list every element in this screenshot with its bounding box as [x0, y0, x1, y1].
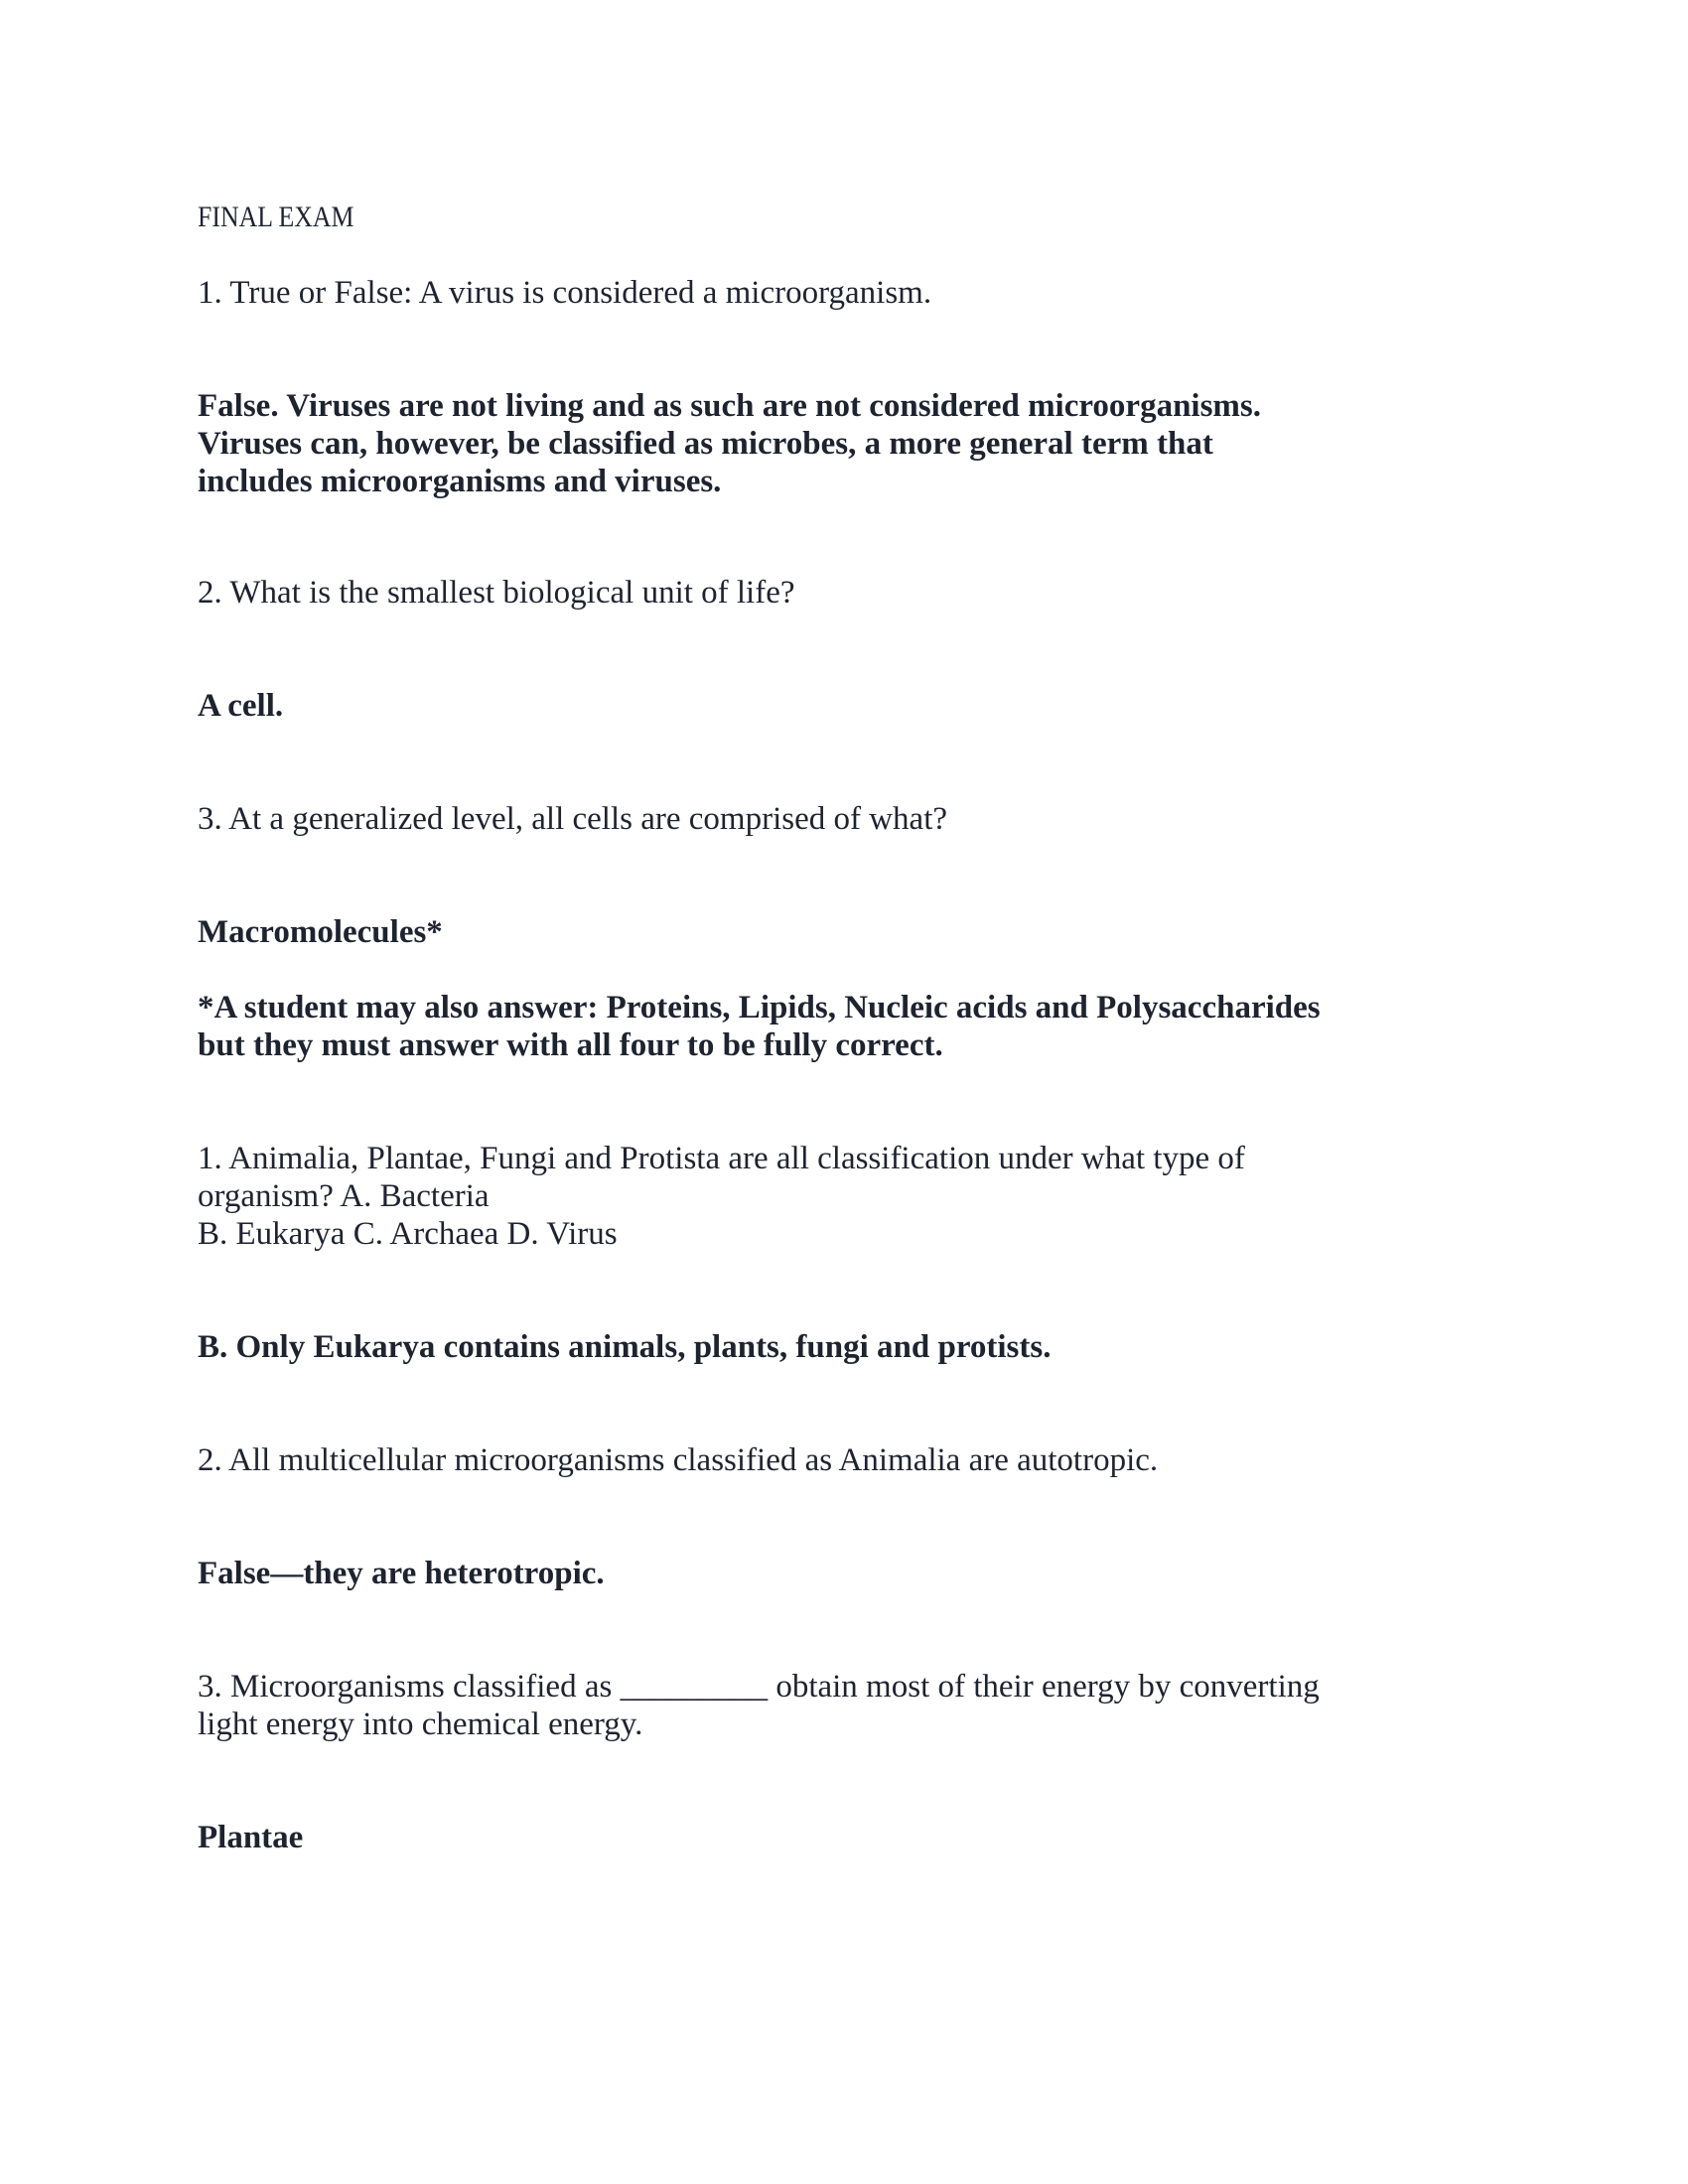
answer-3-note-line-2: but they must answer with all four to be fully correct. [198, 1027, 943, 1063]
question-2-text: 2. What is the smallest biological unit of life? [198, 575, 795, 611]
answer-1-line-2: Viruses can, however, be classified as microbes, a more general term that [198, 426, 1213, 462]
question-3-text: 3. At a generalized level, all cells are comprised of what? [198, 801, 948, 837]
answer-3-note-line-1: *A student may also answer: Proteins, Lipids, Nucleic acids and Polysaccharides [198, 990, 1321, 1025]
page-title: FINAL EXAM [198, 201, 354, 233]
answer-3-text: Macromolecules* [198, 914, 443, 950]
question-1-text: 1. True or False: A virus is considered a microorganism. [198, 275, 932, 311]
answer-1-line-1: False. Viruses are not living and as such are not considered microorganisms. [198, 388, 1262, 424]
answer-2-text: A cell. [198, 688, 284, 724]
answer-6-text: Plantae [198, 1820, 304, 1855]
question-4-line-2: organism? A. Bacteria [198, 1178, 490, 1214]
question-4-line-3: B. Eukarya C. Archaea D. Virus [198, 1216, 618, 1252]
question-4-line-1: 1. Animalia, Plantae, Fungi and Protista are all classification under what type of [198, 1141, 1245, 1176]
answer-4-text: B. Only Eukarya contains animals, plants, fungi and protists. [198, 1329, 1052, 1365]
answer-5-text: False—they are heterotropic. [198, 1556, 605, 1591]
question-6-line-1: 3. Microorganisms classified as _________ obtain most of their energy by converting [198, 1669, 1320, 1705]
question-5-text: 2. All multicellular microorganisms classified as Animalia are autotropic. [198, 1442, 1159, 1478]
answer-1-line-3: includes microorganisms and viruses. [198, 464, 722, 499]
question-6-line-2: light energy into chemical energy. [198, 1706, 643, 1742]
